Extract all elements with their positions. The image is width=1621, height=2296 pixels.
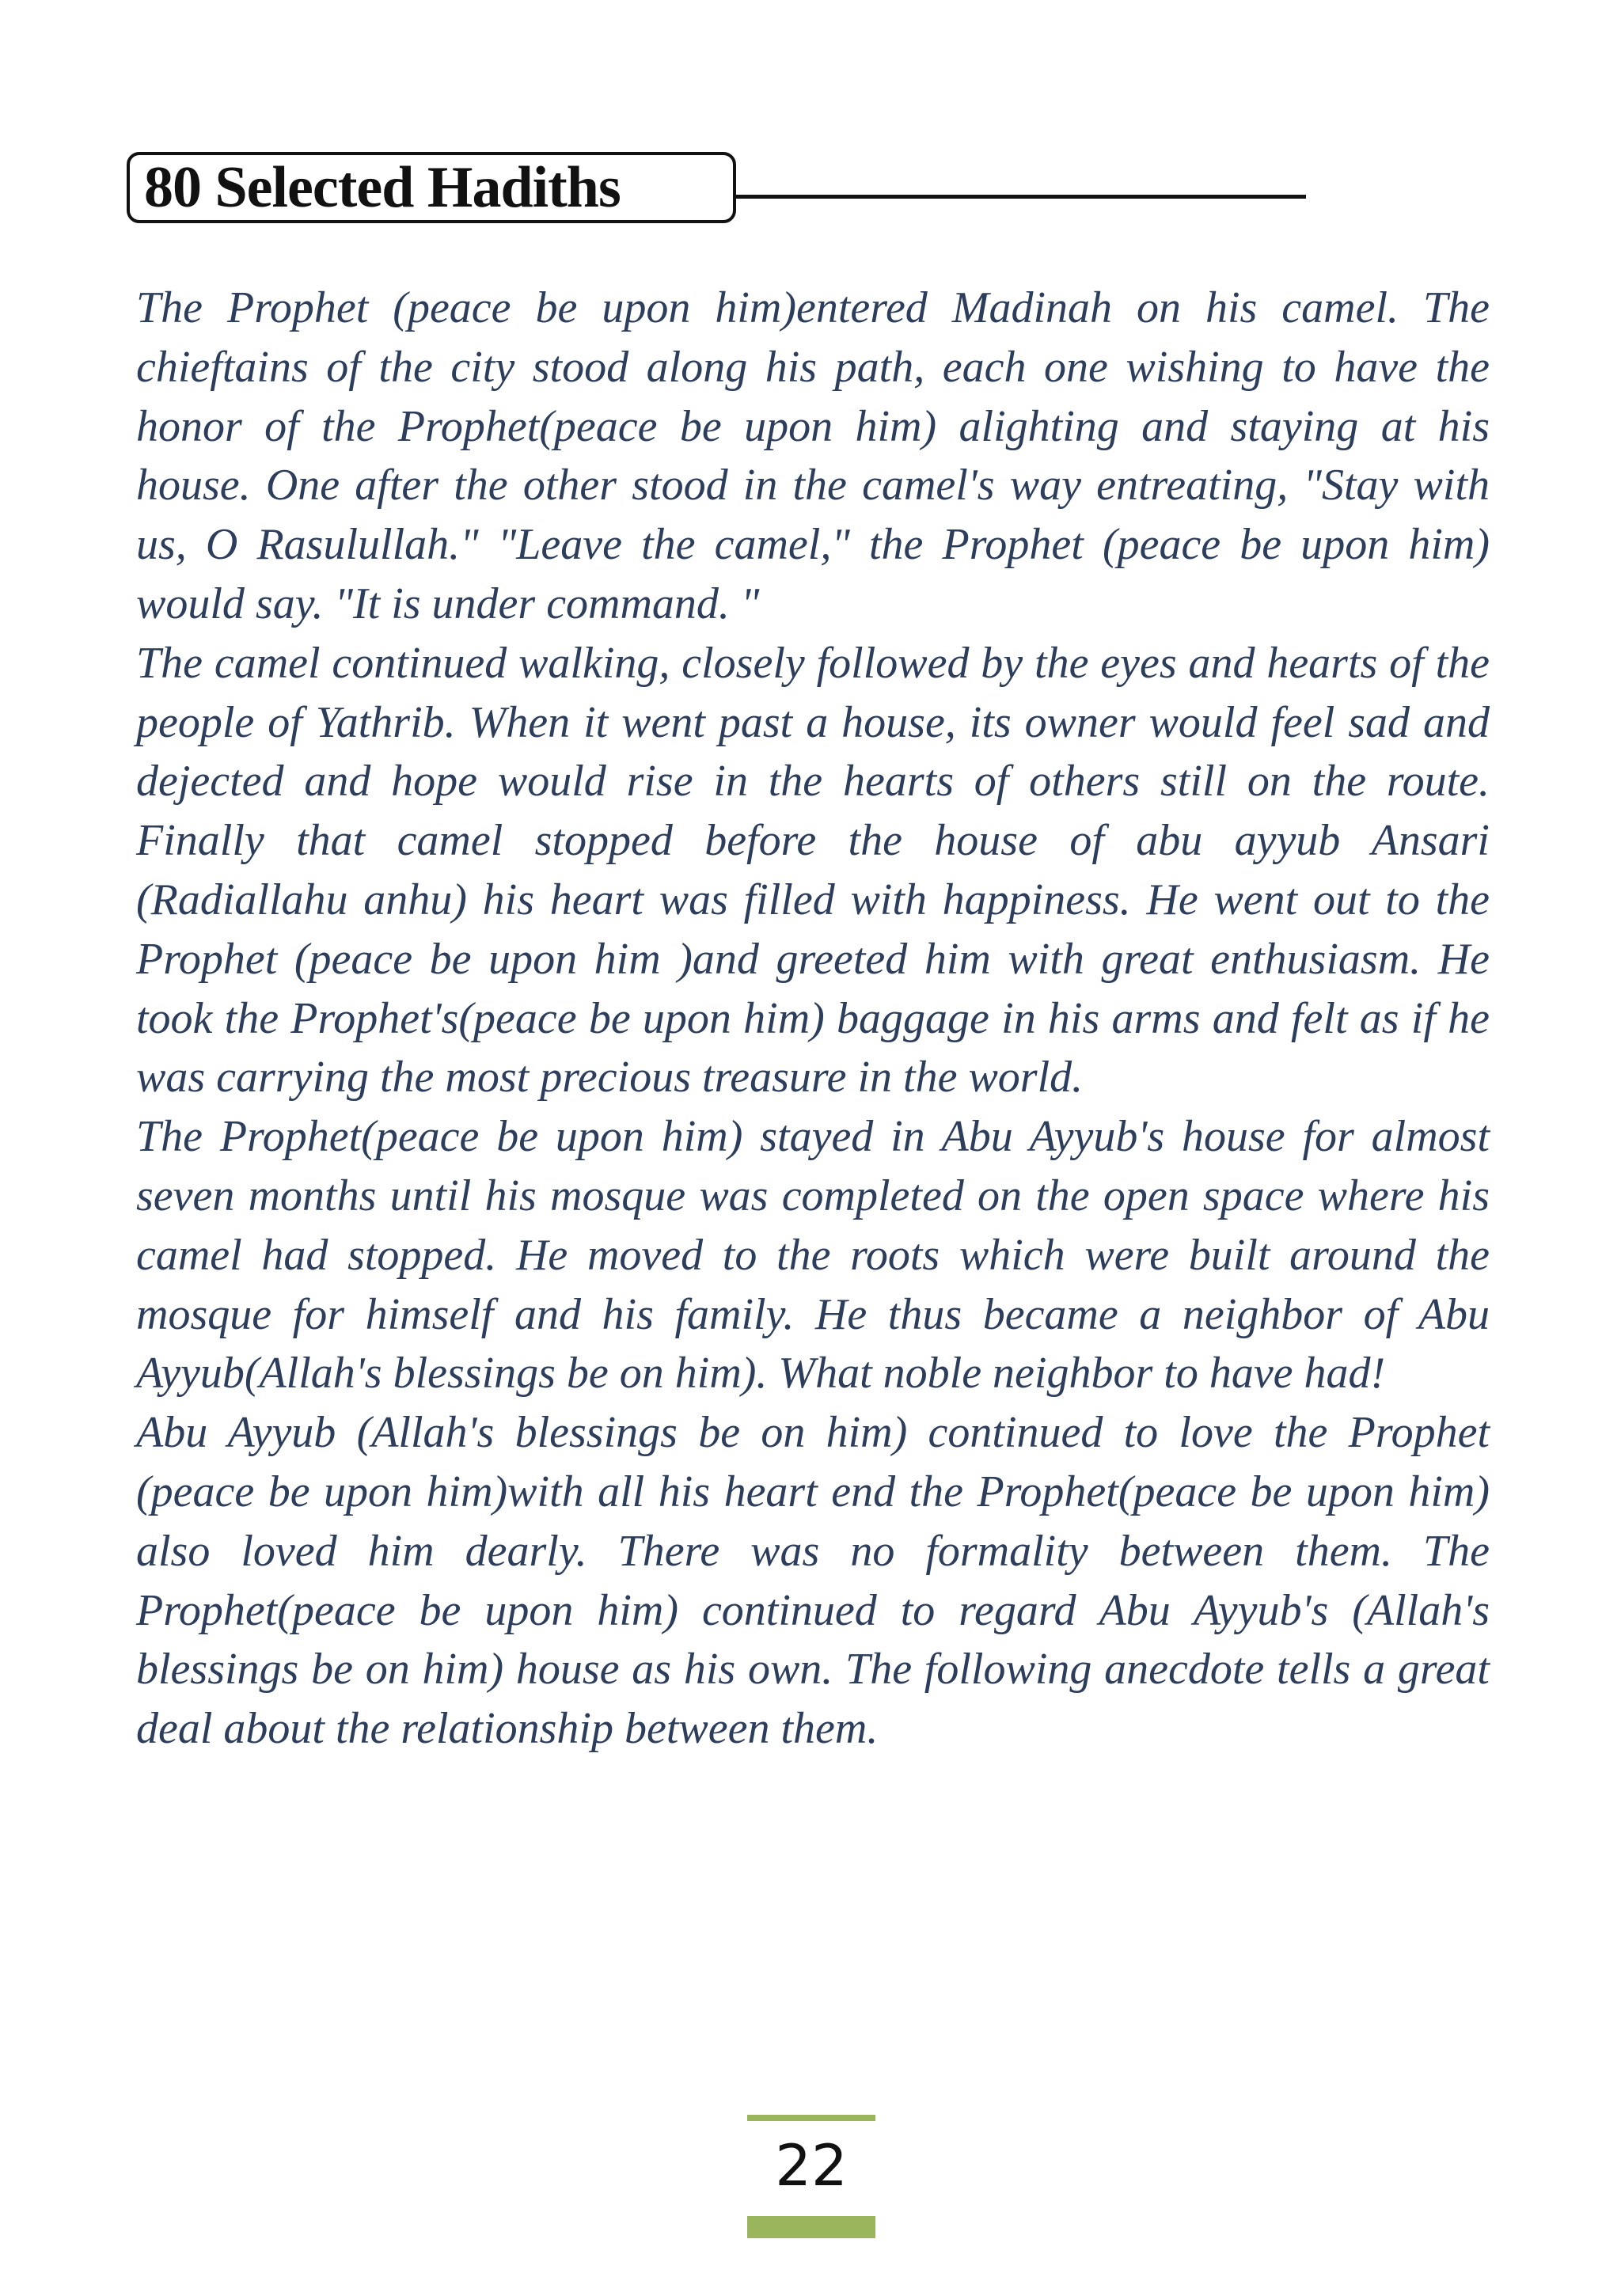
paragraph: Abu Ayyub (Allah's blessings be on him) continued to love the Prophet (peace be upon him)with all his heart end the Prophet(peace be upon him) also loved him dearly. There was no formality between them. The Prophet(peace be upon him) continued to regard Abu Ayyub's (Allah's blessings be on him) house as his own. The following anecdote tells a great deal about the relationship between them. <box>136 1408 1490 1754</box>
footer-top-bar <box>747 2115 875 2121</box>
page-footer <box>747 2115 875 2241</box>
paragraph: The Prophet (peace be upon him)entered Madinah on his camel. The chieftains of the city stood along his path, each one wishing to have the honor of the Prophet(peace be upon him) alighting and staying at his house. One after the other stood in the camel's way entreating, "Stay with us, O Rasulullah." "Leave the camel," the Prophet (peace be upon him) would say. "It is under command. " <box>136 283 1490 628</box>
page-title: 80 Selected Hadiths <box>144 155 621 220</box>
paragraph: The Prophet(peace be upon him) stayed in Abu Ayyub's house for almost seven months until his mosque was completed on the open space where his camel had stopped. He moved to the roots which were built around the mosque for himself and his family. He thus became a neighbor of Abu Ayyub(Allah's blessings be on him). What noble neighbor to have had! <box>136 1112 1490 1398</box>
header-rule <box>736 195 1306 199</box>
page-number: 22 <box>775 2132 848 2199</box>
footer-bottom-bar <box>747 2216 875 2238</box>
paragraph: The camel continued walking, closely followed by the eyes and hearts of the people of Yathrib. When it went past a house, its owner would feel sad and dejected and hope would rise in the hearts of others still on the route. Finally that camel stopped before the house of abu ayyub Ansari (Radiallahu anhu) his heart was filled with happiness. He went out to the Prophet (peace be upon him )and greeted him with great enthusiasm. He took the Prophet's(peace be upon him) baggage in his arms and felt as if he was carrying the most precious treasure in the world. <box>136 638 1490 1102</box>
body-text <box>136 279 1490 1759</box>
header-title-box <box>127 152 736 223</box>
